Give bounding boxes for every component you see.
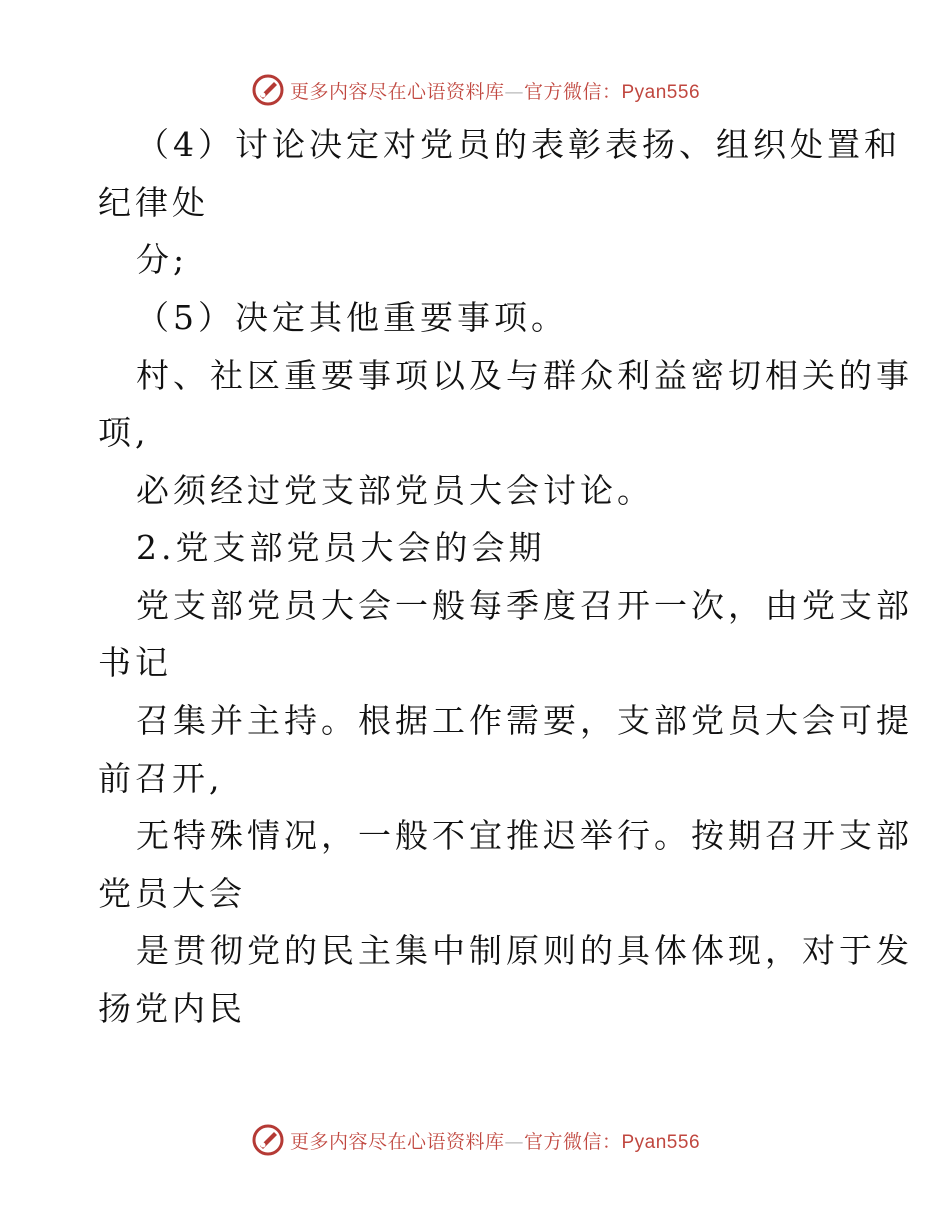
footer-text: [290, 1127, 700, 1154]
body-line: 必须经过党支部党员大会讨论。: [136, 471, 654, 510]
footer-wechat-id: Pyan556: [621, 1131, 701, 1153]
header-wechat-id: Pyan556: [621, 81, 701, 103]
body-line: （5）决定其他重要事项。: [136, 298, 568, 337]
body-line: 前召开,: [98, 759, 224, 798]
header-dash: —: [504, 80, 524, 103]
body-line: 书记: [98, 643, 172, 682]
body-line: 是贯彻党的民主集中制原则的具体体现，对于发: [136, 931, 913, 970]
header-site-text: 更多内容尽在心语资料库: [289, 80, 505, 103]
body-line: （4）讨论决定对党员的表彰表扬、组织处置和: [136, 125, 901, 164]
body-line: 项,: [98, 413, 150, 452]
body-line: 分;: [136, 240, 189, 279]
body-line: 无特殊情况，一般不宜推迟举行。按期召开支部: [136, 816, 913, 855]
footer-wechat-label: 官方微信：: [523, 1130, 622, 1153]
footer-banner: [0, 1120, 950, 1160]
footer-dash: —: [504, 1130, 524, 1153]
footer-site-text: 更多内容尽在心语资料库: [289, 1130, 505, 1153]
body-line: 纪律处: [98, 183, 209, 222]
body-line: 召集并主持。根据工作需要，支部党员大会可提: [136, 701, 913, 740]
brand-logo-icon: [250, 1122, 286, 1158]
header-wechat-label: 官方微信：: [523, 80, 622, 103]
body-line: 村、社区重要事项以及与群众利益密切相关的事: [136, 356, 913, 395]
body-line: 党支部党员大会一般每季度召开一次，由党支部: [136, 586, 913, 625]
body-line: 扬党内民: [98, 989, 246, 1028]
body-line: 党员大会: [98, 874, 246, 913]
section-heading: 2.党支部党员大会的会期: [136, 528, 546, 567]
